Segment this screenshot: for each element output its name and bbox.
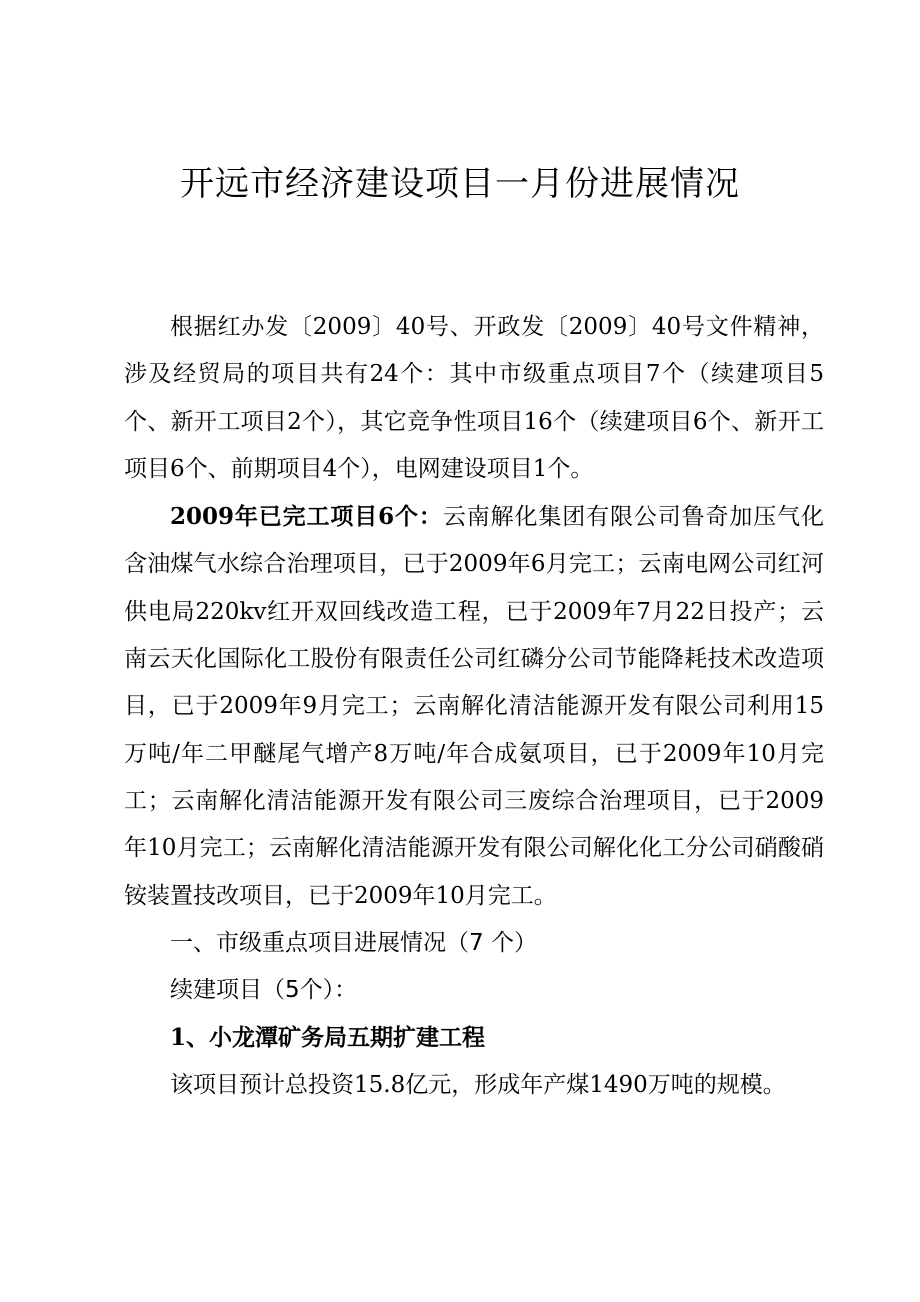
completed-projects-paragraph xyxy=(124,493,824,920)
document-title: 开远市经济建设项目一月份进展情况 xyxy=(180,164,740,204)
completed-projects-text: 云南解化集团有限公司鲁奇加压气化含油煤气水综合治理项目，已于2009年6月完工；云南电网公司红河供电局220kv红开双回线改造工程，已于2009年7月22日投产；云南云天化国际化工股份有限责任公司红磷分公司节能降耗技术改造项目，已于2009年9月完工；云南解化清洁能源开发有限公司利用15万吨/年二甲醚尾气增产8万吨/年合成氨项目，已于2009年10月完工；云南解化清洁能源开发有限公司三废综合治理项目，已于2009年10月完工；云南解化清洁能源开发有限公司解化化工分公司硝酸硝铵装置技改项目，已于2009年10月完工。 xyxy=(124,504,824,909)
completed-projects-lead: 2009年已完工项目6个： xyxy=(170,503,443,531)
item-1-paragraph: 该项目预计总投资15.8亿元，形成年产煤1490万吨的规模。 xyxy=(170,1071,786,1098)
subsection-heading-continuing: 续建项目（5个）： xyxy=(170,977,358,1004)
section-heading-key-projects: 一、市级重点项目进展情况（7 个） xyxy=(170,929,537,956)
item-heading-1: 1、小龙潭矿务局五期扩建工程 xyxy=(170,1024,486,1052)
document-body xyxy=(124,304,824,1109)
intro-paragraph: 根据红办发〔2009〕40号、开政发〔2009〕40号文件精神，涉及经贸局的项目共有24个：其中市级重点项目7个（续建项目5个、新开工项目2个），其它竞争性项目16个（续建项目6个、新开工项目6个、前期项目4个），电网建设项目1个。 xyxy=(124,314,824,482)
